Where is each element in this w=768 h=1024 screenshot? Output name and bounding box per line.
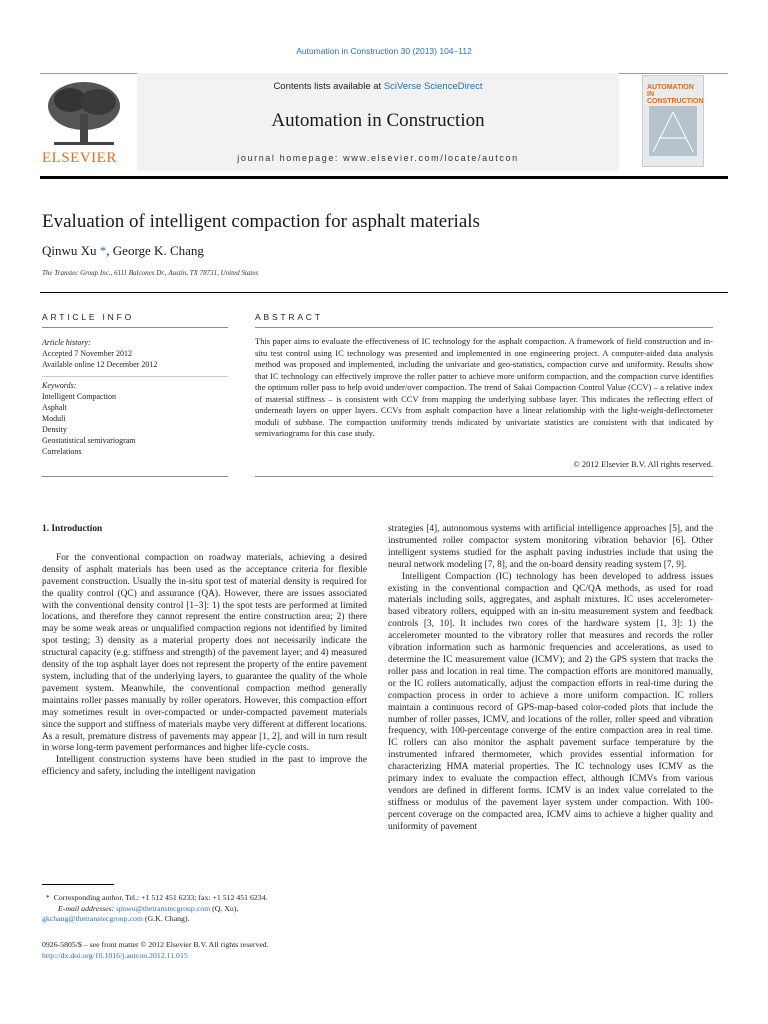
corresponding-author-footnote (42, 893, 367, 925)
front-matter-info (42, 939, 367, 961)
abstract-bottom-rule (255, 476, 713, 477)
journal-title: Automation in Construction (271, 110, 485, 131)
footnote-emails (42, 904, 367, 915)
author-affiliation: The Transtec Group Inc., 6111 Balcones Dr., Austin, TX 78731, United States (42, 269, 259, 277)
abstract-text: This paper aims to evaluate the effectiveness of IC technology for the asphalt compaction. A framework of field construction and in-situ test control using IC technology was presented and implemented in one engineering project. A computer-aided data analysis method was proposed and implemented, including the univariate and geo-statistics, compaction curve and uniformity. Results show that IC technology can effectively improve the roller patter to achieve more uniform compaction, and the compaction curve identifies the optimum roller pass to help avoid under/over compaction. The trend of Sakai Compaction Control Value (CCV) – a relative index of material stiffness – is consistent with CCV from mapping the underlying subbase layer. This indicates the reflecting effect of underneath layers on upper layers. CCVs from asphalt compaction have a linear relationship with the light-weight-deflectometer moduli of subbase. The compaction uniformity trends indicated by univariate statistics are consistent with that indicated by semivariograms for this case study. (255, 336, 713, 438)
keyword-item: Moduli (42, 414, 66, 423)
contents-availability (137, 81, 619, 92)
doi-link[interactable]: http://dx.doi.org/10.1016/j.autcon.2012.11.015 (42, 951, 188, 960)
footnote-corresponding: * Corresponding author. Tel.: +1 512 451 6233; fax: +1 512 451 6234. (42, 893, 268, 902)
cover-title: AUTOMATION IN CONSTRUCTION (647, 84, 704, 105)
article-info-heading: ARTICLE INFO (42, 312, 135, 322)
keywords-label: Keywords: (42, 381, 77, 390)
section-heading-introduction: 1. Introduction (42, 524, 103, 534)
article-info-bottom-rule (42, 476, 228, 477)
header-bottom-rule (40, 176, 728, 179)
article-history (42, 337, 228, 370)
body-paragraph: Intelligent construction systems have been studied in the past to improve the efficiency and safety, including the intelligent navigation (42, 755, 367, 778)
issn-line: 0926-5805/$ – see front matter © 2012 Elsevier B.V. All rights reserved. (42, 940, 269, 949)
email-link-chang[interactable]: gkchang@thetranstecgroup.com (42, 914, 143, 923)
article-info-rule (42, 327, 228, 328)
body-left-column (42, 524, 367, 779)
body-paragraph: Intelligent Compaction (IC) technology has been developed to address issues existing in the conventional compaction and QC/QA methods, as used for road materials including soils, aggregates, and asphalt mixtures. IC uses accelerometer-based vibratory rollers, equipped with an in-situ measurement system and feedback controls [3, 10]. It includes two cores of the hardware system [1, 3]: 1) the accelerometer mounted to the vibratory roller that measures and records the roller vibration information such as harmonic frequencies and accelerations, as used to determine the IC measurement value (ICMV); and 2) the GPS system that tracks the roller pass and location in real time. The compaction efforts are monitored manually, or the IC rollers automatically, adjust the compaction efforts in real-time during the compaction process in order to achieve a more uniform compaction. IC rollers maintain a continuous record of GPS-map-based color-coded plots that include the number of roller passes, ICMV, and locations of the roller, roller speed and vibration frequency, with 100-percentage converge of the entire compaction area in real time. IC rollers can also monitor the asphalt pavement surface temperature by the instrumented infrared thermometer, which provides essential information for characterizing HMA material properties. The IC technology uses ICMV as the primary index to evaluate the compaction effect, although ICMVs from various vendors are defined in different forms. ICMV is an index value correlated to the stiffness or modulus of the pavement layer system under compaction. With 100-percent coverage on the compacted area, ICMV aims to achieve a higher quality and uniformity of pavement (388, 571, 713, 832)
footnote-contact: Corresponding author. Tel.: +1 512 451 6233; fax: +1 512 451 6234. (53, 893, 268, 902)
accepted-date: Accepted 7 November 2012 (42, 349, 132, 358)
keyword-item: Correlations (42, 447, 82, 456)
email-owner-chang: (G.K. Chang). (142, 914, 190, 923)
article-title: Evaluation of intelligent compaction for asphalt materials (42, 211, 480, 232)
contents-prefix: Contents lists available at (273, 81, 384, 92)
keywords-block (42, 380, 228, 457)
author-1: Qinwu Xu (42, 243, 97, 258)
abstract-heading: ABSTRACT (255, 312, 323, 322)
abstract-copyright: © 2012 Elsevier B.V. All rights reserved. (573, 459, 713, 469)
journal-citation-link[interactable]: Automation in Construction 30 (2013) 104–112 (296, 46, 472, 56)
body-right-column (388, 524, 713, 834)
available-date: Available online 12 December 2012 (42, 360, 158, 369)
cover-image (649, 106, 697, 156)
title-divider (40, 292, 728, 293)
abstract-rule (255, 327, 713, 328)
footnote-emails-cont (42, 914, 367, 925)
history-label: Article history: (42, 338, 91, 347)
author-2: , George K. Chang (106, 243, 204, 258)
corresponding-author-mark[interactable]: * (96, 243, 107, 258)
journal-homepage: journal homepage: www.elsevier.com/locate/autcon (237, 153, 519, 163)
body-paragraph: For the conventional compaction on roadway materials, achieving a desired density of asphalt materials has been used as the acceptance criteria for flexible pavement construction. Usually the in-situ spot test of material density is required for the quality control (QC) and assurance (QA). However, there are issues associated with the conventional density control [1–3]: 1) the spot tests are performed at limited locations, and therefore they cannot represent the entire construction area; 2) there may be some weak areas or unqualified compaction regions not identified by limited spot testing; 3) density as a material property does not necessarily indicate the structural capacity (e.g. stiffness and strength) of the pavement layer; and 4) measured density of the top asphalt layer does not represent the property of the entire pavement system, including that of the underlying layers, to guarantee the quality of the whole pavement system. Meanwhile, the conventional compaction method generally maintains roller passes manually by roller operators. However, this compaction effort may sometimes result in over-compacted or under-compacted pavement materials since the support and stiffness of materials maybe very different at different locations. As a result, premature distress of pavements may appear [1, 2], and will in turn result in worse long-term pavement performances and higher life-cycle costs. (42, 552, 367, 754)
keywords-rule (42, 376, 228, 377)
body-paragraph: strategies [4], autonomous systems with artificial intelligence approaches [5], and the instrumented roller compactor system monitoring vibration behavior [6]. Other intelligent systems studied for the asphalt paving industries include that using the neural network modeling [7, 8], and the on-board density reading system [7, 9]. (388, 524, 713, 570)
email-owner-xu: (Q. Xu), (210, 903, 239, 913)
keyword-item: Density (42, 425, 67, 434)
keyword-item: Asphalt (42, 403, 67, 412)
elsevier-wordmark: ELSEVIER (42, 150, 117, 166)
author-list (42, 243, 204, 259)
email-link-xu[interactable]: qinwu@thetranstecgroup.com (116, 903, 211, 913)
journal-cover-thumbnail (642, 75, 704, 167)
sciencedirect-link[interactable]: SciVerse ScienceDirect (383, 81, 483, 92)
footnote-rule (42, 884, 114, 885)
email-label: E-mail addresses: (58, 903, 117, 913)
keyword-item: Intelligent Compaction (42, 392, 116, 401)
keyword-item: Geostatistical semivariogram (42, 436, 136, 445)
